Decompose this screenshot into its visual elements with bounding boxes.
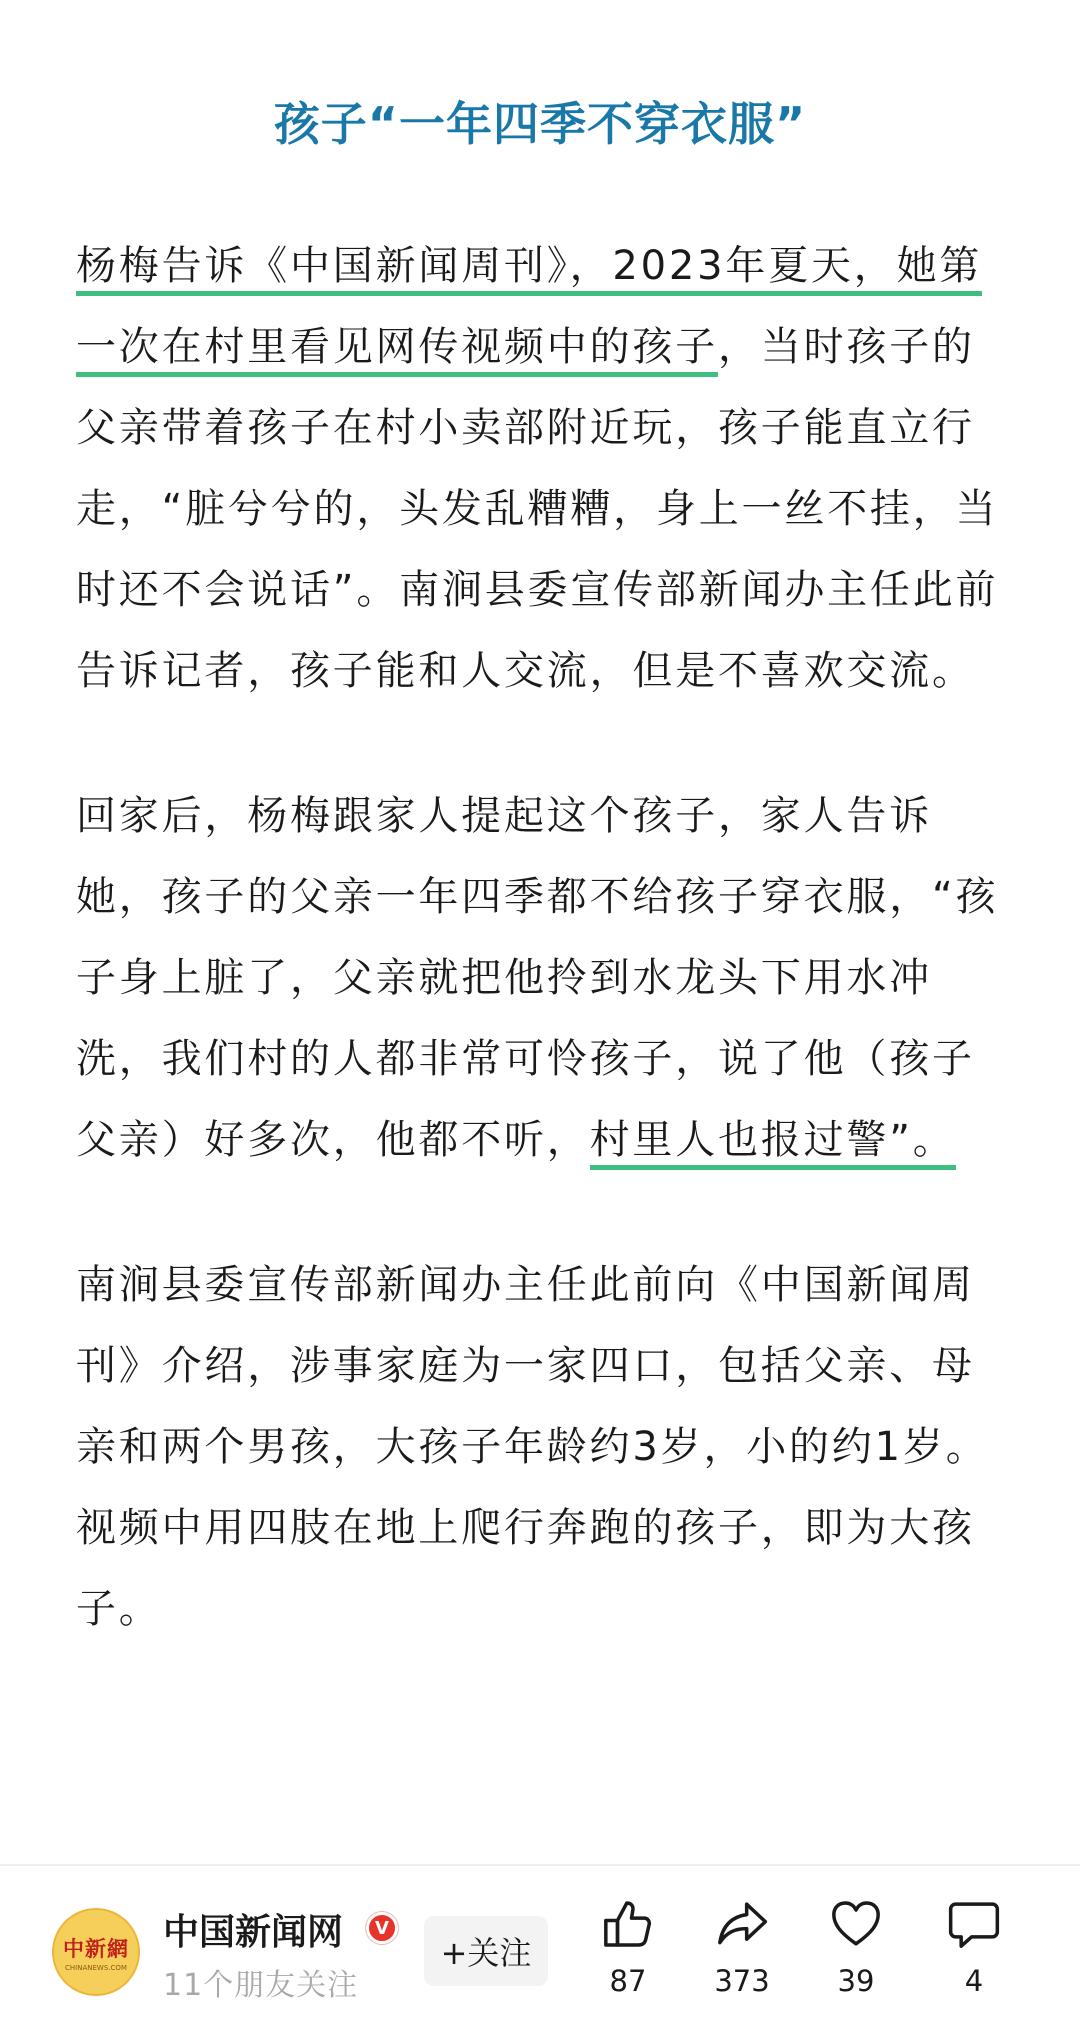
paragraph-3 — [76, 1245, 1004, 1650]
article-body — [76, 226, 1004, 1714]
logo-subtext: CHINANEWS.COM — [65, 1963, 127, 1972]
paragraph-2 — [76, 776, 1004, 1181]
like-button[interactable] — [582, 1896, 674, 2016]
comment-count: 4 — [964, 1964, 984, 1998]
logo-text: 中新網 — [63, 1935, 129, 1961]
avatar[interactable] — [52, 1908, 140, 1996]
article-title: 孩子“一年四季不穿衣服” — [273, 97, 807, 151]
bottom-action-bar — [0, 1864, 1080, 2024]
heart-icon — [828, 1896, 884, 1952]
followers-text: 11个朋友关注 — [163, 1968, 359, 2003]
follow-button[interactable]: +关注 — [424, 1916, 548, 1986]
share-count: 373 — [714, 1964, 770, 1998]
favorite-button[interactable] — [810, 1896, 902, 2016]
comment-button[interactable] — [928, 1896, 1020, 2016]
share-button[interactable] — [696, 1896, 788, 2016]
share-arrow-icon — [714, 1896, 770, 1952]
paragraph-text: ，当时孩子的父亲带着孩子在村小卖部附近玩，孩子能直立行走，“脏兮兮的，头发乱糟糟，身上一丝不挂，当时还不会说话”。南涧县委宣传部新闻办主任此前告诉记者，孩子能和人交流，但是不喜欢交流。 — [76, 324, 999, 694]
highlighted-text[interactable]: 杨梅告诉《中国新闻周刊》，2023年夏天，她第一次在村里看见网传视频中的孩子 — [76, 243, 982, 377]
favorite-count: 39 — [837, 1964, 875, 1998]
verified-badge-icon: V — [366, 1912, 398, 1944]
comment-icon — [946, 1896, 1002, 1952]
account-name[interactable]: 中国新闻网 — [163, 1912, 344, 1953]
paragraph-text: 回家后，杨梅跟家人提起这个孩子，家人告诉她，孩子的父亲一年四季都不给孩子穿衣服，“孩子身上脏了，父亲就把他拎到水龙头下用水冲洗，我们村的人都非常可怜孩子，说了他（孩子父亲）好多次，他都不听， — [76, 793, 999, 1163]
like-count: 87 — [609, 1964, 647, 1998]
paragraph-text: 南涧县委宣传部新闻办主任此前向《中国新闻周刊》介绍，涉事家庭为一家四口，包括父亲、母亲和两个男孩，大孩子年龄约3岁，小的约1岁。视频中用四肢在地上爬行奔跑的孩子，即为大孩子。 — [76, 1262, 989, 1632]
paragraph-1 — [76, 226, 1004, 712]
highlighted-text[interactable]: 村里人也报过警”。 — [590, 1117, 956, 1170]
thumbs-up-icon — [600, 1896, 656, 1952]
